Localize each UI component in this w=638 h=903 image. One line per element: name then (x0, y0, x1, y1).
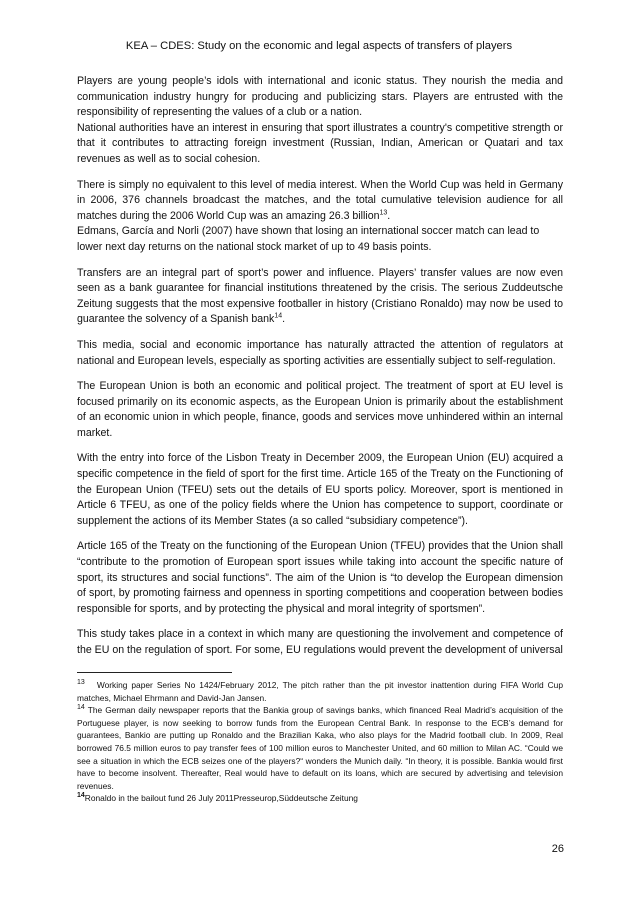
paragraph: Article 165 of the Treaty on the functioning of the European Union (TFEU) provides that the Union shall “contribute to the promotion of European sport issues while taking into account the specific nature of sport, its structures and social functions”. The aim of the Union is “to develop the European dimension of sport, by promoting fairness and openness in sporting competitions and cooperation between bodies responsible for sports, and by protecting the physical and moral integrity of sportsmen”. (77, 540, 563, 615)
paragraph: Transfers are an integral part of sport’s power and influence. Players’ transfer values are now even seen as a bank guarantee for financial institutions threatened by the crisis. The serious Zuddeutsche Zeitung suggests that the most expensive footballer in history (Cristiano Ronaldo) may now be used to guarantee the solvency of a Spanish bank$^{14}$. (77, 266, 563, 326)
paragraph: Edmans, García and Norli (2007) have shown that losing an international soccer match can lead to lower next day returns on the national stock market of up to 49 basis points. (77, 225, 540, 253)
page-header: KEA – CDES: Study on the economic and legal aspects of transfers of players (125, 40, 513, 52)
footnote-ref[interactable]: 14 (274, 312, 283, 320)
footnote: $^{14}$Ronaldo in the bailout fund 26 July 2011Presseurop,Süddeutsche Zeitung (77, 792, 358, 804)
footnote-divider (77, 672, 232, 673)
paragraph: This study takes place in a context in which many are questioning the involvement and competence of the EU on the regulation of sport. For some, EU regulations would prevent the development of universal (77, 628, 563, 656)
paragraph: With the entry into force of the Lisbon Treaty in December 2009, the European Union (EU) acquired a specific competence in the field of sport for the first time. Article 165 of the Treaty on the Functioning of the European Union (TFEU) sets out the details of EU sports policy. Moreover, sport is mentioned in Article 6 TFEU, as one of the policy fields where the Union has competence to support, coordinate or supplement the actions of its Member States (a so called “subsidiary competence”). (77, 452, 563, 527)
paragraph: The European Union is both an economic and political project. The treatment of sport at EU level is focused primarily on its economic aspects, as the European Union is primarily about the establishment of an economic union in which people, finance, goods and services move unhindered within an internal market. (77, 380, 563, 439)
body-text (77, 74, 563, 669)
footnote-ref[interactable]: 13 (379, 209, 388, 217)
footnotes (77, 679, 563, 805)
footnote: $^{13}$ Working paper Series No 1424/February 2012, The pitch rather than the pit investor inattention during FIFA World Cup matches, Michael Ehrmann and David-Jan Jansen. (77, 679, 563, 703)
footnote: $^{14}$ The German daily newspaper reports that the Bankia group of savings banks, which financed Real Madrid’s acquisition of the Portuguese player, is now seeking to borrow funds from the European Central Bank. In response to the ECB’s demand for guarantees, Bankio are putting up Ronaldo and the Brazilian Kaka, who also plays for the Madrid football club. In 2009, Real borrowed 76.5 million euros to pay transfer fees of 100 million euros to Manchester United, and 60 million to Milan AC. “Could we see a situation in which the ECB seizes one of the players?“ wonders the Munich daily. “In theory, it is possible. Bankia would first have to become insolvent. Thereafter, Real would have to default on its loans, which are secured by advertising and television revenues. (77, 704, 563, 791)
page-number: 26 (551, 843, 564, 855)
paragraph: There is simply no equivalent to this level of media interest. When the World Cup was held in Germany in 2006, 376 channels broadcast the matches, and the total cumulative television audience for all matches during the 2006 World Cup was an amazing 26.3 billion$^{13}$. (77, 178, 563, 222)
paragraph: National authorities have an interest in ensuring that sport illustrates a country's competitive strength or that it contributes to attracting foreign investment (Russian, Indian, American or Quatari and tax revenues as well as to social cohesion. (77, 121, 563, 165)
paragraph: Players are young people’s idols with international and iconic status. They nourish the media and communication industry hungry for producing and publicizing stars. Players are entrusted with the responsibility of representing the values of a club or a nation. (77, 75, 563, 119)
paragraph: This media, social and economic importance has naturally attracted the attention of regulators at national and European levels, especially as sporting activities are essentially subject to self-regulation. (77, 338, 563, 367)
